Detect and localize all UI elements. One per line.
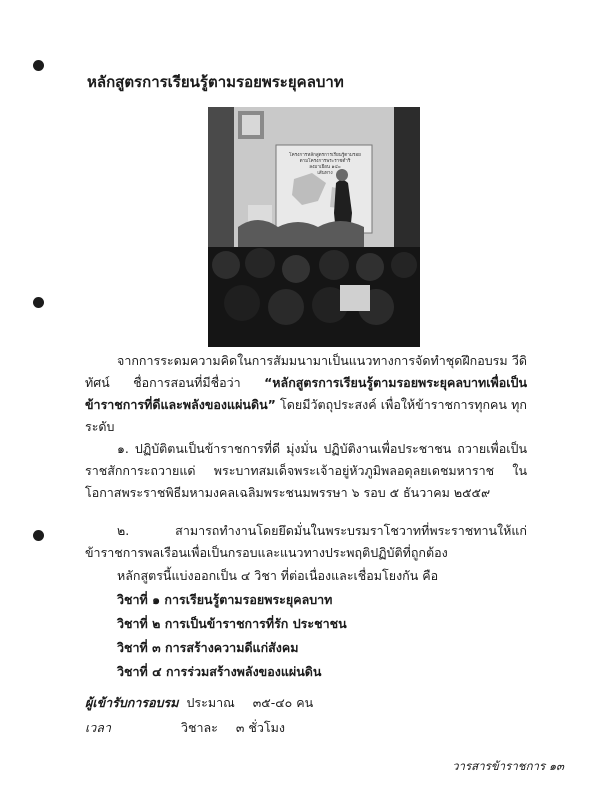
page-title: หลักสูตรการเรียนรู้ตามรอยพระยุคลบาท: [87, 73, 344, 91]
duration-line: เวลา วิชาละ ๓ ชั่วโมง: [85, 718, 285, 738]
punch-hole-icon: [33, 297, 44, 308]
banner-text: โครงการหลักสูตรการเรียนรู้ตามรอย ตามโครงการพระราชดำริ ลงมาเยือน ๑๔๐ เส้นทาง: [289, 153, 361, 176]
intro-paragraph: จากการระดมความคิดในการสัมมนามาเป็นแนวทางการจัดทำชุดฝึกอบรม วีดิทัศน์ ชื่อการสอนที่มีชื่อว่า “หลักสูตรการเรียนรู้ตามรอยพระยุคลบาทเพื่อเป็นข้าราชการที่ดีและพลังของแผ่นดิน” โดยมีวัตถุประสงค์ เพื่อให้ข้าราชการทุกคน ทุกระดับ: [85, 353, 527, 434]
subject-item: วิชาที่ ๒ การเป็นข้าราชการที่รัก ประชาชน: [117, 616, 347, 631]
journal-footer: วารสารข้าราชการ ๑๓: [452, 759, 564, 773]
course-intro: หลักสูตรนี้แบ่งออกเป็น ๔ วิชา ที่ต่อเนื่องและเชื่อมโยงกัน คือ: [117, 568, 439, 583]
subject-item: วิชาที่ ๔ การร่วมสร้างพลังของแผ่นดิน: [117, 664, 322, 679]
seminar-photo-scene: [208, 107, 420, 347]
duration-value: ๓ ชั่วโมง: [235, 720, 285, 735]
seminar-photo: [208, 107, 420, 347]
participants-label: ผู้เข้ารับการอบรม: [85, 695, 179, 710]
course-title: “หลักสูตรการเรียนรู้ตามรอยพระยุคลบาทเพื่อเป็นข้าราชการที่ดีและพลังของแผ่นดิน”: [85, 375, 527, 412]
duration-label: เวลา: [85, 720, 111, 735]
punch-hole-icon: [33, 530, 44, 541]
objective-1: ๑. ปฏิบัติตนเป็นข้าราชการที่ดี มุ่งมั่น ปฏิบัติงานเพื่อประชาชน ถวายเพื่อเป็นราชสักการะถวายแด่ พระบาทสมเด็จพระเจ้าอยู่หัวภูมิพลอดุลยเดชมหาราช ในโอกาสพระราชพิธีมหามงคลเฉลิมพระชนมพรรษา ๖ รอบ ๕ ธันวาคม ๒๕๕๙: [85, 441, 527, 500]
subject-item: วิชาที่ ๓ การสร้างความดีแก่สังคม: [117, 640, 299, 655]
objective-2: ๒. สามารถทำงานโดยยึดมั่นในพระบรมราโชวาทที่พระราชทานให้แก่ข้าราชการพลเรือนเพื่อเป็นกรอบและแนวทางประพฤติปฏิบัติที่ถูกต้อง: [85, 523, 527, 560]
punch-hole-icon: [33, 60, 44, 71]
subject-item: วิชาที่ ๑ การเรียนรู้ตามรอยพระยุคลบาท: [117, 592, 333, 607]
participants-line: ผู้เข้ารับการอบรม ประมาณ ๓๕-๔๐ คน: [85, 695, 314, 710]
participants-value: ๓๕-๔๐ คน: [252, 695, 314, 710]
